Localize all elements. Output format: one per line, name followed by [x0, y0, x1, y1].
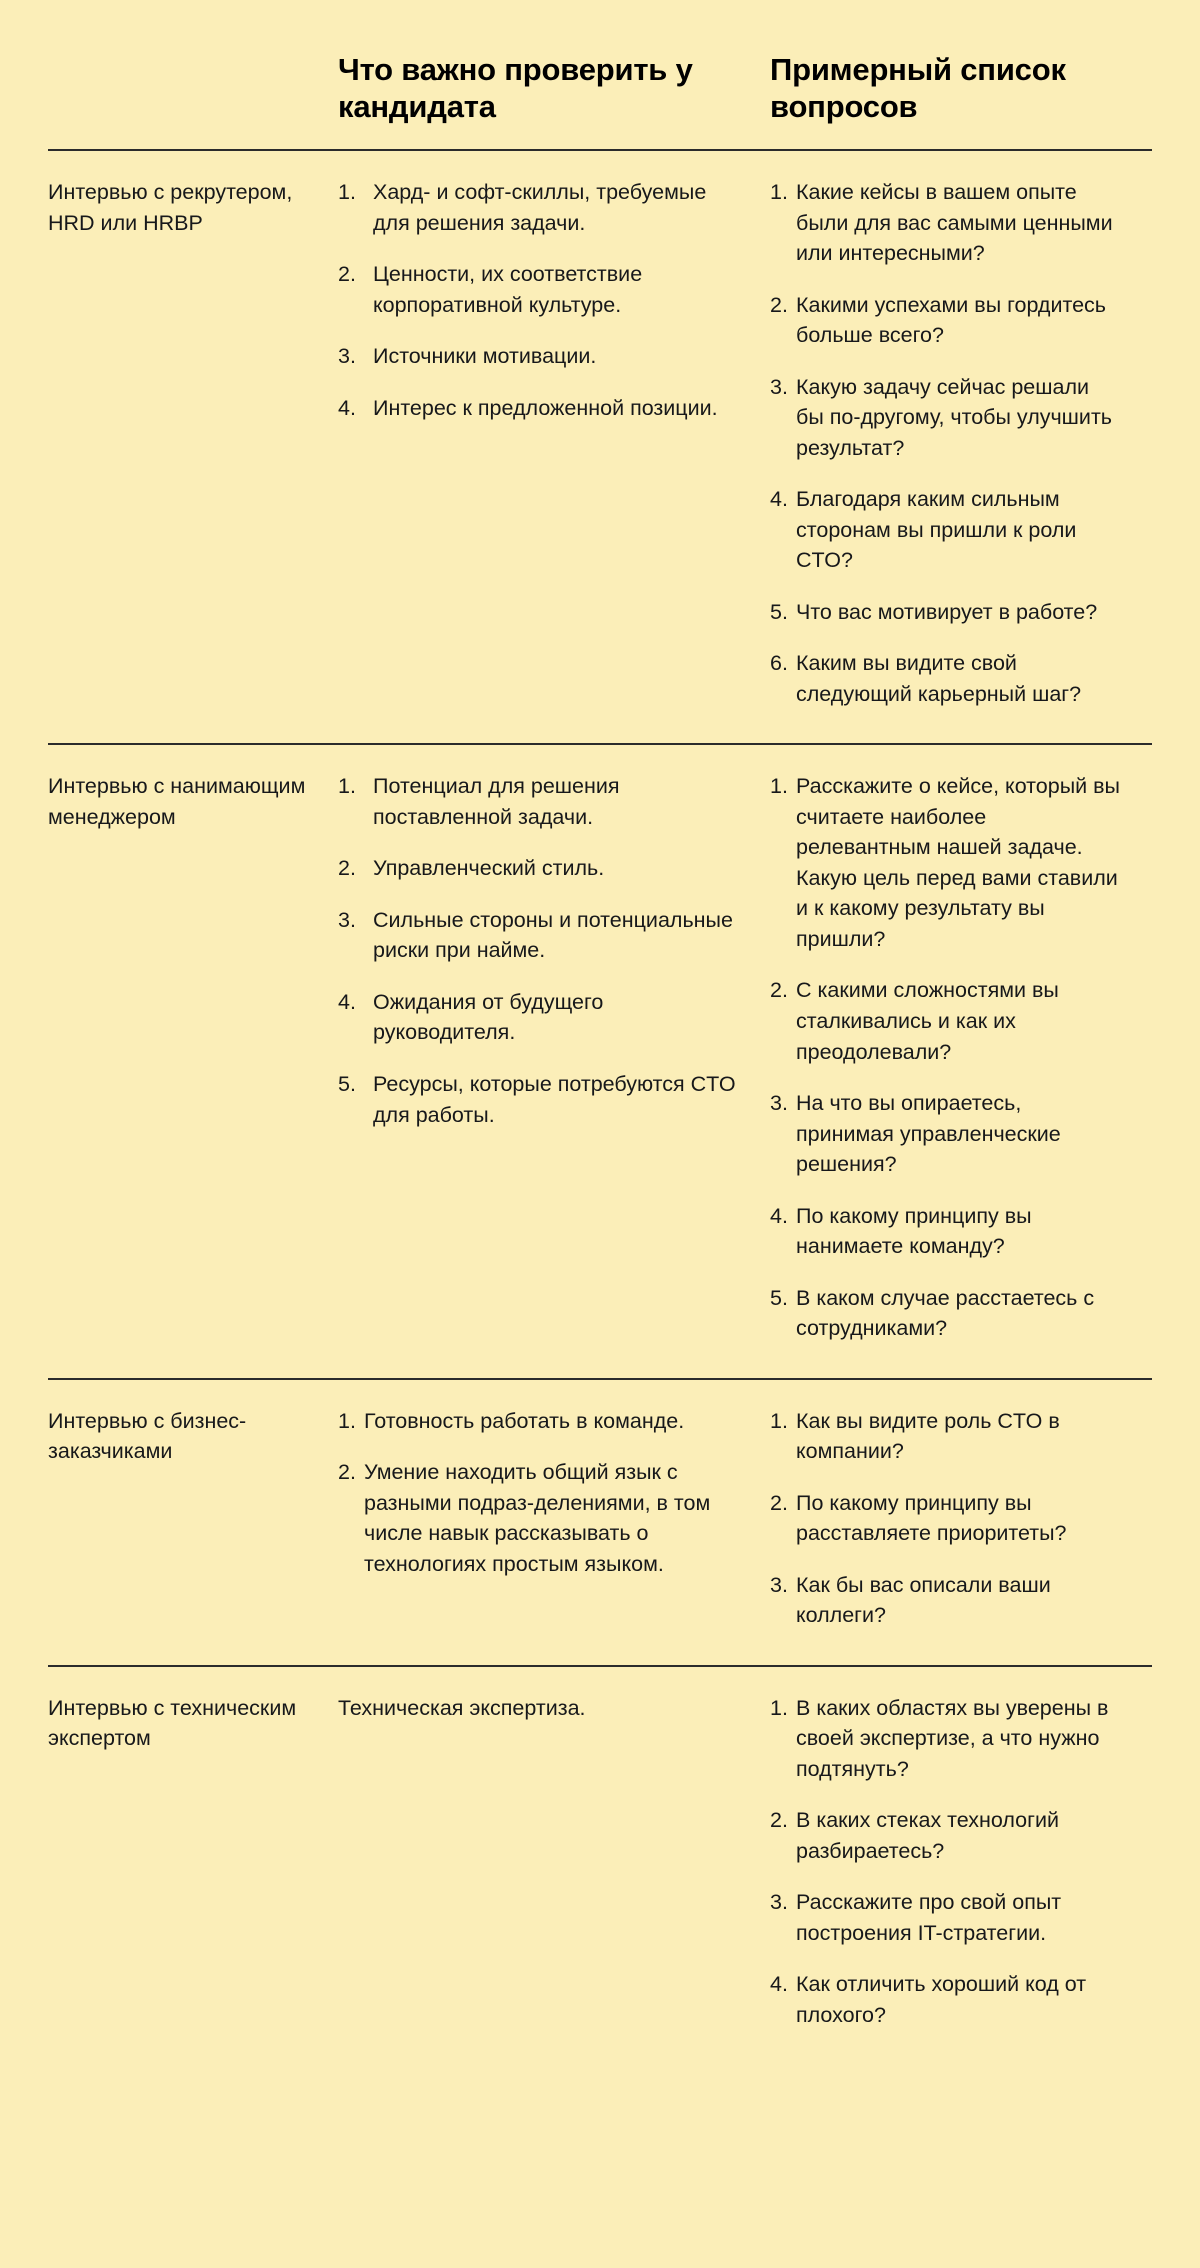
table-row: [48, 743, 1152, 1377]
role-cell: [48, 1406, 338, 1467]
list-item: Ожидания от будущего руководителя.: [373, 989, 604, 1045]
table-row: [48, 149, 1152, 743]
checks-list: [338, 1406, 740, 1580]
role-label: Интервью с рекрутером, HRD или HRBP: [48, 180, 293, 235]
list-item: Готовность работать в команде.: [364, 1408, 685, 1433]
questions-list: [770, 771, 1122, 1343]
list-item: Как отличить хороший код от плохого?: [796, 1972, 1087, 2027]
questions-list: [770, 1406, 1122, 1631]
checks-cell: [338, 177, 770, 423]
checks-list: [338, 771, 740, 1130]
table-row: [48, 1665, 1152, 2065]
role-cell: [48, 1693, 338, 1754]
checks-list: [338, 177, 740, 423]
list-item: С какими сложностями вы сталкивались и как их преодолевали?: [796, 978, 1059, 1064]
list-item: Ценности, их соответствие корпоративной культуре.: [373, 262, 643, 317]
checks-cell: [338, 1693, 770, 1724]
questions-cell: [770, 177, 1152, 709]
list-item: Какими успехами вы гордитесь больше всего?: [796, 292, 1106, 348]
list-item: Источники мотивации.: [373, 344, 597, 369]
list-item: Что вас мотивирует в работе?: [796, 599, 1098, 624]
role-cell: [48, 771, 338, 832]
checks-cell: [338, 1406, 770, 1580]
list-item: Потенциал для решения поставленной задачи.: [373, 774, 620, 829]
list-item: Ресурсы, которые потребуются CTO для работы.: [373, 1071, 736, 1127]
header-cell-empty: [48, 52, 338, 125]
checks-cell: [338, 771, 770, 1130]
list-item: В каких стеках технологий разбираетесь?: [796, 1808, 1059, 1863]
list-item: Как вы видите роль CTO в компании?: [796, 1408, 1060, 1464]
role-cell: [48, 177, 338, 238]
list-item: В каком случае расстаетесь с сотрудниками?: [796, 1285, 1095, 1341]
list-item: Расскажите про свой опыт построения IT-стратегии.: [796, 1890, 1062, 1945]
role-label: Интервью с бизнес-заказчиками: [48, 1408, 247, 1464]
list-item: Сильные стороны и потенциальные риски при найме.: [373, 907, 733, 963]
list-item: Благодаря каким сильным сторонам вы пришли к роли CTO?: [796, 487, 1077, 573]
role-label: Интервью с техническим экспертом: [48, 1695, 297, 1751]
list-item: Управленческий стиль.: [373, 856, 605, 881]
table-row: [48, 1378, 1152, 1665]
list-item: В каких областях вы уверены в своей экспертизе, а что нужно подтянуть?: [796, 1695, 1109, 1781]
list-item: Хард- и софт-скиллы, требуемые для решения задачи.: [373, 180, 707, 235]
questions-cell: [770, 771, 1152, 1343]
list-item: Какую задачу сейчас решали бы по-другому, чтобы улучшить результат?: [796, 374, 1112, 460]
list-item: Умение находить общий язык с разными подраз-делениями, в том числе навык рассказывать о технологиях простым языком.: [364, 1460, 711, 1576]
list-item: Каким вы видите свой следующий карьерный шаг?: [796, 651, 1082, 706]
header-cell-sample-questions: Примерный список вопросов: [770, 52, 1066, 124]
list-item: Интерес к предложенной позиции.: [373, 395, 718, 420]
questions-list: [770, 1693, 1122, 2031]
header-cell-what-to-check: Что важно проверить у кандидата: [338, 52, 693, 124]
list-item: По какому принципу вы расставляете приоритеты?: [796, 1490, 1067, 1546]
list-item: По какому принципу вы нанимаете команду?: [796, 1203, 1032, 1259]
list-item: На что вы опираетесь, принимая управленческие решения?: [796, 1091, 1061, 1177]
questions-cell: [770, 1693, 1152, 2031]
list-item: Расскажите о кейсе, который вы считаете наиболее релевантным нашей задаче. Какую цель перед вами ставили и к какому результату вы пришли?: [796, 774, 1121, 951]
role-label: Интервью с нанимающим менеджером: [48, 774, 306, 829]
questions-cell: [770, 1406, 1152, 1631]
questions-list: [770, 177, 1122, 709]
checks-text: Техническая экспертиза.: [338, 1695, 586, 1720]
table-header: [48, 0, 1152, 149]
list-item: Как бы вас описали ваши коллеги?: [796, 1572, 1051, 1628]
list-item: Какие кейсы в вашем опыте были для вас самыми ценными или интересными?: [796, 180, 1113, 266]
